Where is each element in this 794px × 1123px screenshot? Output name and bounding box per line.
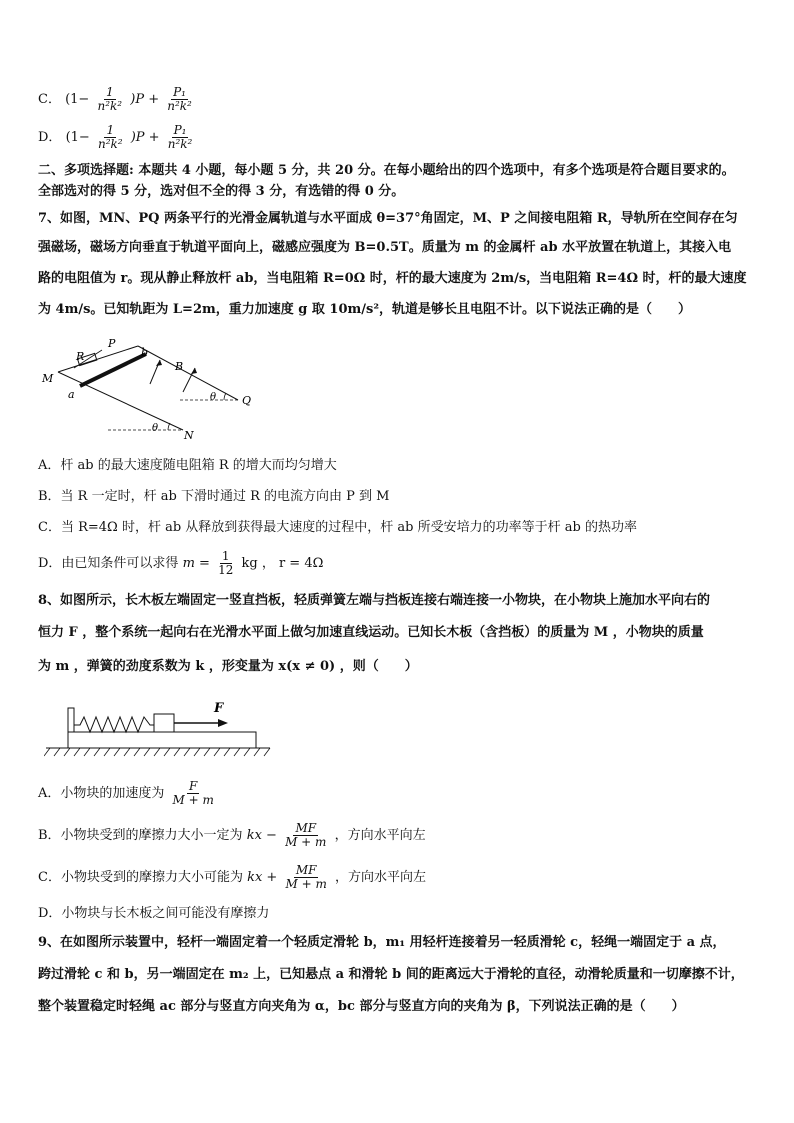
label-field-b: B (175, 360, 184, 373)
fraction: $\frac{1}{\text{n²k²}}$ (97, 123, 123, 151)
baffle (68, 708, 74, 732)
q9-stem-line3: 整个装置稳定时轻绳 ac 部分与竖直方向夹角为 α，bc 部分与竖直方向的夹角为 β，下列说法正确的是（ ） (38, 999, 685, 1014)
label-b: b (141, 346, 149, 359)
label-a: a (68, 388, 75, 401)
fraction: $\frac{\text{P₁}}{\text{n²k²}}$ (167, 85, 192, 113)
fraction: $\frac{MF}{M + m}$ (285, 863, 327, 891)
q8-stem-line1: 8、如图所示，长木板左端固定一竖直挡板，轻质弹簧左端与挡板连接右端连接一小物块，在小物块上施加水平向右的 (38, 593, 711, 608)
long-board (68, 732, 256, 748)
q7-stem-line2: 强磁场，磁场方向垂直于轨道平面向上，磁感应强度为 B=0.5T。质量为 m 的金属杆 ab 水平放置在轨道上，其接入电 (38, 240, 732, 255)
option-d-prev: D． (1− $\frac{1}{\text{n²k²}}$ )P + $\frac{\text{P₁}}{\text{n²k²}}$ (38, 123, 193, 151)
section-header-line2: 全部选对的得 5 分，选对但不全的得 3 分，有选错的得 0 分。 (38, 184, 405, 199)
q7-stem-line4: 为 4m/s。已知轨距为 L=2m，重力加速度 g 取 10m/s²，轨道是够长且电阻不计。以下说法正确的是（ ） (38, 302, 692, 317)
q7-stem-line3: 路的电阻值为 r。现从静止释放杆 ab，当电阻箱 R=0Ω 时，杆的最大速度为 2m/s，当电阻箱 R=4Ω 时，杆的最大速度 (38, 271, 747, 286)
angle-arc-q (224, 393, 226, 400)
q7-option-b: B．当 R 一定时，杆 ab 下滑时通过 R 的电流方向由 P 到 M (38, 489, 390, 504)
fraction: $\frac{\text{P₁}}{\text{n²k²}}$ (167, 123, 193, 151)
q8-stem-line3: 为 m ，弹簧的劲度系数为 k ，形变量为 x(x ≠ 0) ，则（ ） (38, 659, 418, 674)
fraction: $\frac{1}{12}$ (218, 549, 234, 577)
rail-mn (58, 372, 183, 430)
label-theta-q: θ (210, 392, 217, 403)
q9-stem-line1: 9、在如图所示装置中，轻杆一端固定着一个轻质定滑轮 b，m₁ 用轻杆连接着另一轻质滑轮 c，轻绳一端固定于 a 点， (38, 935, 726, 950)
spring (74, 717, 154, 732)
q8-option-b: B．小物块受到的摩擦力大小一定为 kx − $\frac{MF}{M + m}$ ，方向水平向左 (38, 821, 426, 849)
rod-ab (80, 354, 146, 386)
label-n: N (184, 429, 194, 442)
fraction: $\frac{F}{M + m}$ (172, 779, 214, 807)
label-q: Q (242, 394, 252, 407)
small-block (154, 714, 174, 732)
q8-option-d: D．小物块与长木板之间可能没有摩擦力 (38, 906, 270, 921)
section-header-line1: 二、多项选择题: 本题共 4 小题，每小题 5 分，共 20 分。在每小题给出的四个选项中，有多个选项是符合题目要求的。 (38, 163, 735, 178)
q7-option-d: D．由已知条件可以求得 m = $\frac{1}{12}$ kg ， r = 4Ω (38, 549, 324, 577)
label-m: M (42, 372, 54, 385)
q7-option-a: A．杆 ab 的最大速度随电阻箱 R 的增大而均匀增大 (38, 458, 337, 473)
label-force-f: F (214, 701, 224, 716)
q8-stem-line2: 恒力 F ，整个系统一起向右在光滑水平面上做匀加速直线运动。已知长木板（含挡板）的质量为 M ，小物块的质量 (38, 625, 704, 640)
label-p: P (108, 337, 116, 350)
label-theta-n: θ (152, 423, 159, 434)
q9-stem-line2: 跨过滑轮 c 和 b，另一端固定在 m₂ 上，已知悬点 a 和滑轮 b 间的距离远大于滑轮的直径，动滑轮质量和一切摩擦不计， (38, 967, 744, 982)
ground-hatch (44, 748, 270, 756)
rail-pq (138, 346, 238, 400)
q8-option-a: A．小物块的加速度为 $\frac{F}{M + m}$ (38, 779, 214, 807)
q7-incline-figure (38, 332, 258, 444)
q8-option-c: C．小物块受到的摩擦力大小可能为 kx + $\frac{MF}{M + m}$ ，方向水平向左 (38, 863, 426, 891)
q7-stem-line1: 7、如图，MN、PQ 两条平行的光滑金属轨道与水平面成 θ=37°角固定，M、P 之间接电阻箱 R，导轨所在空间存在匀 (38, 211, 738, 226)
rail-mp (58, 346, 138, 372)
option-c-prev: C． (1− $\frac{1}{\text{n²k²}}$ )P + $\frac{\text{P₁}}{\text{n²k²}}$ (38, 85, 192, 113)
q8-board-spring-figure (44, 694, 274, 762)
fraction: $\frac{1}{\text{n²k²}}$ (97, 85, 123, 113)
label-r: R (76, 350, 85, 363)
fraction: $\frac{MF}{M + m}$ (285, 821, 327, 849)
q7-option-c: C．当 R=4Ω 时，杆 ab 从释放到获得最大速度的过程中，杆 ab 所受安培力的功率等于杆 ab 的热功率 (38, 520, 637, 535)
